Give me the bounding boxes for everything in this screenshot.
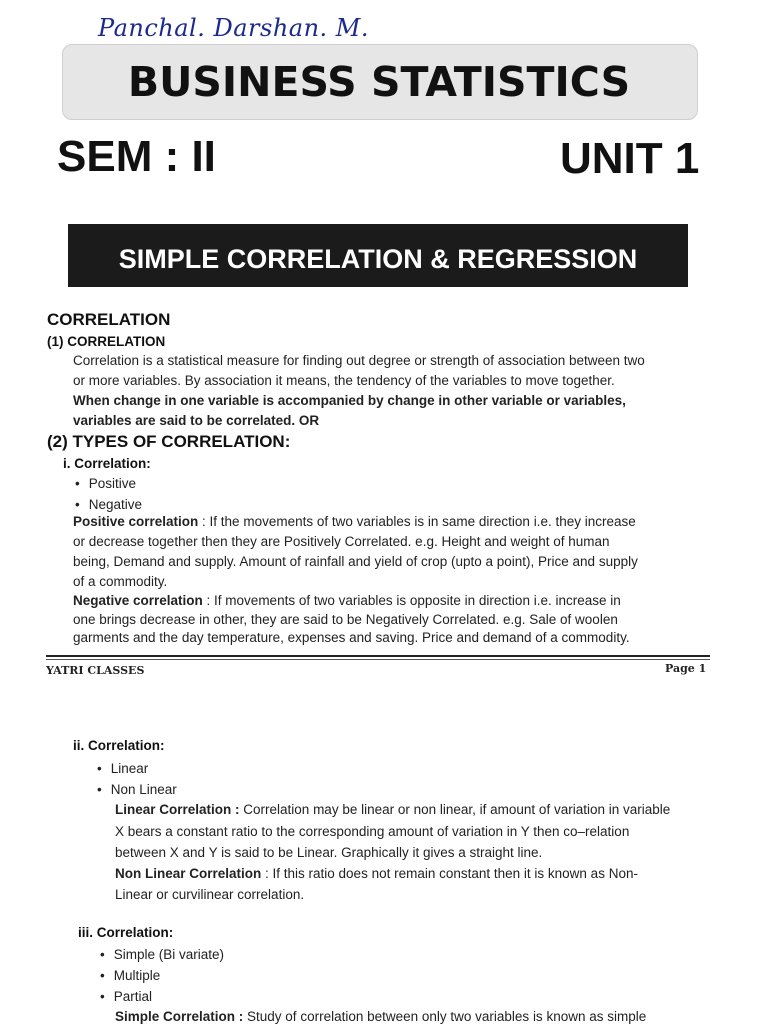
paragraph-text: : If the movements of two variables is in same direction i.e. they increase — [198, 514, 636, 529]
section-heading: CORRELATION — [47, 310, 171, 329]
list-item: • Multiple — [100, 968, 160, 983]
footer-rule — [46, 659, 710, 660]
paragraph-line: of a commodity. — [73, 574, 168, 589]
term-label: Negative correlation — [73, 593, 203, 608]
list-item: • Linear — [97, 761, 148, 776]
list-heading: iii. Correlation: — [78, 925, 174, 940]
paragraph-text: : If movements of two variables is opposite in direction i.e. increase in — [202, 593, 621, 608]
paragraph-line: X bears a constant ratio to the corresponding amount of variation in Y then co–relation — [115, 824, 630, 839]
subsection-heading: (1) CORRELATION — [47, 334, 166, 349]
definition-line: or more variables. By association it means, the tendency of the variables to move together. — [73, 373, 615, 388]
paragraph-line: one brings decrease in other, they are said to be Negatively Correlated. e.g. Sale of woolen — [73, 612, 618, 627]
footer-brand: YATRI CLASSES — [46, 664, 145, 677]
paragraph-line — [73, 512, 636, 532]
term-label: Non Linear Correlation — [115, 866, 262, 881]
term-label: Linear Correlation : — [115, 802, 240, 817]
document-title: BUSINESS STATISTICS — [127, 58, 631, 106]
definition-line: variables are said to be correlated. OR — [73, 413, 320, 428]
paragraph-line: between X and Y is said to be Linear. Graphically it gives a straight line. — [115, 845, 543, 860]
paragraph-text: Correlation may be linear or non linear, if amount of variation in variable — [239, 802, 671, 817]
semester-label: SEM : II — [57, 132, 216, 181]
handwritten-signature: Panchal. Darshan. M. — [98, 14, 369, 42]
list-item: • Non Linear — [97, 782, 177, 797]
list-item: • Simple (Bi variate) — [100, 947, 224, 962]
paragraph-text: : If this ratio does not remain constant then it is known as Non- — [261, 866, 638, 881]
paragraph-line — [73, 591, 621, 611]
chapter-title: SIMPLE CORRELATION & REGRESSION — [118, 244, 638, 274]
paragraph-text: Study of correlation between only two variables is known as simple — [243, 1009, 647, 1024]
paragraph-line — [115, 1007, 646, 1027]
paragraph-line: or decrease together then they are Positively Correlated. e.g. Height and weight of human — [73, 534, 610, 549]
subsection-heading: (2) TYPES OF CORRELATION: — [47, 432, 291, 451]
paragraph-line: garments and the day temperature, expenses and saving. Price and demand of a commodity. — [73, 630, 630, 645]
term-label: Positive correlation — [73, 514, 199, 529]
footer-rule — [46, 655, 710, 657]
unit-label: UNIT 1 — [560, 134, 700, 183]
paragraph-line — [115, 864, 638, 884]
list-item: • Negative — [75, 497, 142, 512]
list-heading: i. Correlation: — [63, 456, 151, 471]
paragraph-line — [115, 800, 670, 820]
list-heading: ii. Correlation: — [73, 738, 165, 753]
definition-line: Correlation is a statistical measure for finding out degree or strength of association between two — [73, 353, 645, 368]
definition-line: When change in one variable is accompanied by change in other variable or variables, — [73, 393, 626, 408]
list-item: • Partial — [100, 989, 152, 1004]
page-number: Page 1 — [665, 662, 707, 675]
term-label: Simple Correlation : — [115, 1009, 244, 1024]
paragraph-line: being, Demand and supply. Amount of rainfall and yield of crop (upto a point), Price and supply — [73, 554, 638, 569]
paragraph-line: Linear or curvilinear correlation. — [115, 887, 305, 902]
list-item: • Positive — [75, 476, 136, 491]
